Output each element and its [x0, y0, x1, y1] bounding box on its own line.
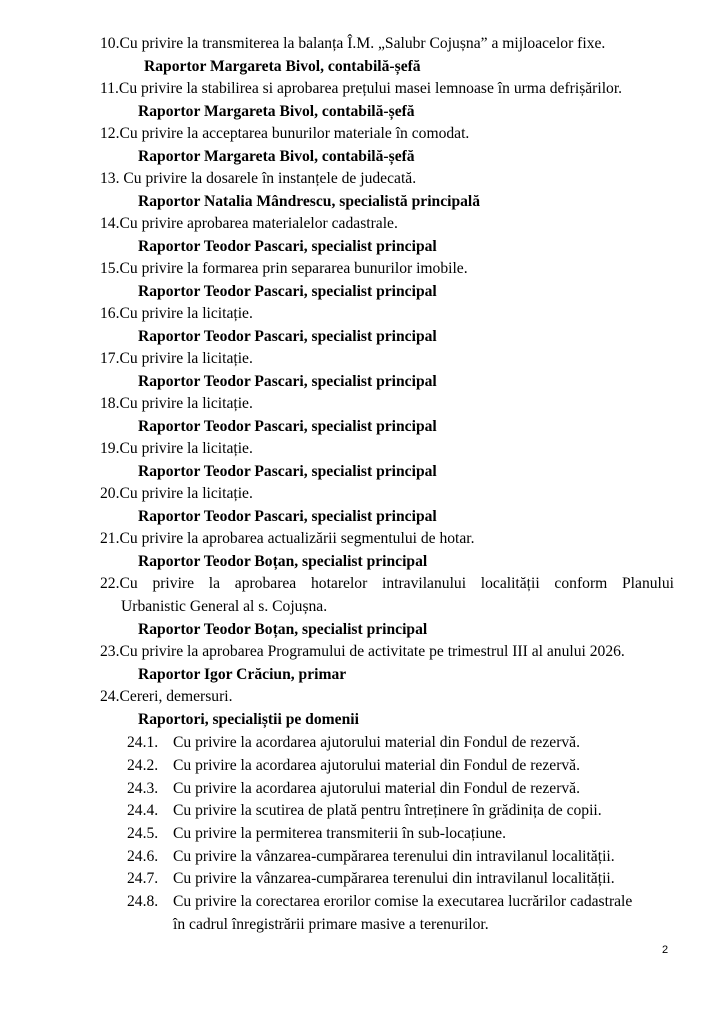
agenda-item-21: 21.Cu privire la aprobarea actualizării segmentului de hotar. [100, 530, 475, 547]
rapporteur-item-22: Raportor Teodor Boțan, specialist principal [138, 621, 428, 638]
agenda-item-24: 24.Cereri, demersuri. [100, 688, 233, 705]
subitem-text: Cu privire la scutirea de plată pentru întreținere în grădinița de copii. [173, 802, 602, 819]
agenda-item-23: 23.Cu privire la aprobarea Programului de activitate pe trimestrul III al anului 2026. [100, 643, 625, 660]
agenda-item-12: 12.Cu privire la acceptarea bunurilor materiale în comodat. [100, 125, 470, 142]
subitem-text: Cu privire la vânzarea-cumpărarea terenului din intravilanul localității. [173, 848, 615, 865]
rapporteur-item-24: Raportori, specialiștii pe domenii [138, 711, 359, 728]
subitem-number: 24.1. [127, 734, 159, 751]
agenda-item-18: 18.Cu privire la licitație. [100, 395, 253, 412]
agenda-item-19: 19.Cu privire la licitație. [100, 440, 253, 457]
subitem-number: 24.4. [127, 802, 159, 819]
subitem-number: 24.8. [127, 893, 159, 910]
subitem-text: Cu privire la vânzarea-cumpărarea terenului din intravilanul localității. [173, 870, 615, 887]
agenda-item-15: 15.Cu privire la formarea prin separarea bunurilor imobile. [100, 260, 468, 277]
rapporteur-item-21: Raportor Teodor Boțan, specialist principal [138, 553, 428, 570]
subitem-number: 24.6. [127, 848, 159, 865]
subitem-text: Cu privire la acordarea ajutorului material din Fondul de rezervă. [173, 734, 581, 751]
subitem-24-8 [127, 891, 674, 936]
subitem-24-6 [127, 846, 674, 869]
subitem-24-5 [127, 823, 674, 846]
rapporteur-item-14: Raportor Teodor Pascari, specialist principal [138, 238, 437, 255]
agenda-item-11: 11.Cu privire la stabilirea si aprobarea prețului masei lemnoase în urma defrișărilor. [100, 80, 623, 97]
subitem-24-3 [127, 778, 674, 801]
rapporteur-item-17: Raportor Teodor Pascari, specialist principal [138, 373, 437, 390]
rapporteur-item-16: Raportor Teodor Pascari, specialist principal [138, 328, 437, 345]
rapporteur-item-13: Raportor Natalia Mândrescu, specialistă principală [138, 193, 481, 210]
agenda-item-14: 14.Cu privire aprobarea materialelor cadastrale. [100, 215, 398, 232]
subitem-number: 24.5. [127, 825, 159, 842]
agenda-item-10: 10.Cu privire la transmiterea la balanța Î.M. „Salubr Cojușna” a mijloacelor fixe. [100, 35, 606, 52]
subitem-text: Cu privire la permiterea transmiterii în sub-locațiune. [173, 825, 506, 842]
subitem-text: Cu privire la acordarea ajutorului material din Fondul de rezervă. [173, 780, 581, 797]
rapporteur-item-18: Raportor Teodor Pascari, specialist principal [138, 418, 437, 435]
subitem-text: Cu privire la acordarea ajutorului material din Fondul de rezervă. [173, 757, 581, 774]
subitem-number: 24.3. [127, 780, 159, 797]
rapporteur-item-11: Raportor Margareta Bivol, contabilă-șefă [138, 103, 415, 120]
rapporteur-item-15: Raportor Teodor Pascari, specialist principal [138, 283, 437, 300]
subitem-number: 24.2. [127, 757, 159, 774]
rapporteur-item-23: Raportor Igor Crăciun, primar [138, 666, 347, 683]
agenda-item-20: 20.Cu privire la licitație. [100, 485, 253, 502]
subitem-24-4 [127, 800, 674, 823]
rapporteur-item-19: Raportor Teodor Pascari, specialist principal [138, 463, 437, 480]
agenda-item-22-continuation: Urbanistic General al s. Cojușna. [121, 598, 328, 615]
subitem-24-7 [127, 868, 674, 891]
agenda-item-13: 13. Cu privire la dosarele în instanțele de judecată. [100, 170, 417, 187]
rapporteur-item-12: Raportor Margareta Bivol, contabilă-șefă [138, 148, 415, 165]
subitem-text-continuation: în cadrul înregistrării primare masive a terenurilor. [173, 915, 489, 933]
agenda-item-22: 22.Cu privire la aprobarea hotarelor intravilanului localității conform Planului [100, 575, 674, 592]
subitem-number: 24.7. [127, 870, 159, 887]
rapporteur-item-20: Raportor Teodor Pascari, specialist principal [138, 508, 437, 525]
agenda-item-17: 17.Cu privire la licitație. [100, 350, 253, 367]
agenda-item-16: 16.Cu privire la licitație. [100, 305, 253, 322]
subitem-24-2 [127, 755, 674, 778]
subitem-text: Cu privire la corectarea erorilor comise la executarea lucrărilor cadastrale [173, 893, 633, 910]
subitem-24-1 [127, 732, 674, 755]
page-number: 2 [662, 944, 669, 956]
rapporteur-item-10: Raportor Margareta Bivol, contabilă-șefă [144, 58, 421, 75]
